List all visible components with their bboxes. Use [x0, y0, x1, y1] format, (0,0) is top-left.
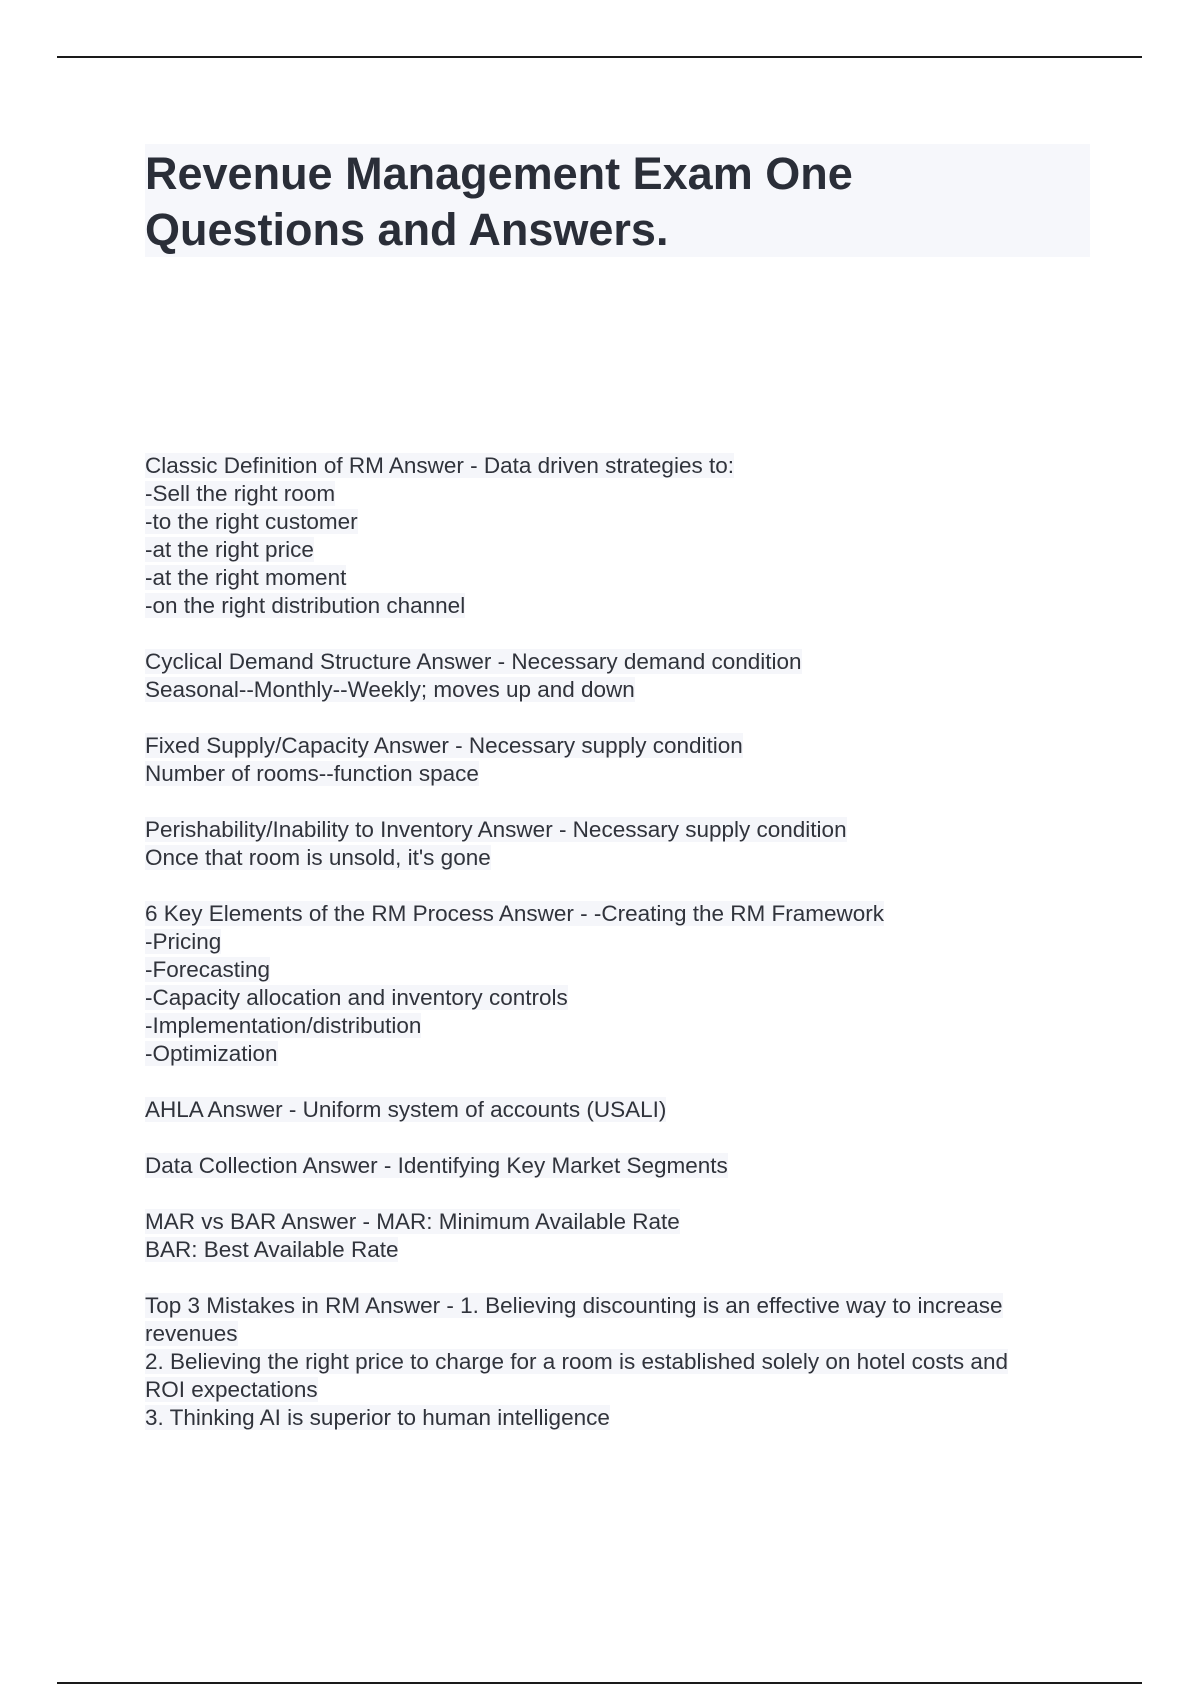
qa-answer-line	[145, 564, 1095, 592]
qa-line-text: -to the right customer	[145, 509, 358, 534]
qa-line-text: -Forecasting	[145, 957, 271, 982]
qa-line-text: -Capacity allocation and inventory controls	[145, 985, 568, 1010]
qa-answer-line	[145, 1012, 1095, 1040]
qa-answer-line	[145, 928, 1095, 956]
title-line-2: Questions and Answers.	[145, 204, 669, 255]
qa-question-line	[145, 732, 1095, 760]
qa-question-line	[145, 1096, 1095, 1124]
qa-line-text: BAR: Best Available Rate	[145, 1237, 399, 1262]
qa-answer-line	[145, 984, 1095, 1012]
qa-item	[145, 900, 1095, 1068]
qa-item	[145, 452, 1095, 620]
qa-answer-line	[145, 1348, 1095, 1376]
qa-line-text: 3. Thinking AI is superior to human intelligence	[145, 1405, 610, 1430]
qa-answer-line	[145, 480, 1095, 508]
qa-line-text: -on the right distribution channel	[145, 593, 466, 618]
qa-answer-line	[145, 536, 1095, 564]
qa-line-text: Data Collection Answer - Identifying Key Market Segments	[145, 1153, 728, 1178]
qa-item	[145, 732, 1095, 788]
qa-answer-line	[145, 1376, 1095, 1404]
qa-line-text: ROI expectations	[145, 1377, 318, 1402]
qa-line-text: 2. Believing the right price to charge for a room is established solely on hotel costs and	[145, 1349, 1008, 1374]
qa-answer-line	[145, 760, 1095, 788]
title-line-1: Revenue Management Exam One	[145, 148, 853, 199]
title-block	[145, 144, 1090, 257]
qa-line-text: Perishability/Inability to Inventory Answer - Necessary supply condition	[145, 817, 847, 842]
qa-item	[145, 648, 1095, 704]
qa-item	[145, 816, 1095, 872]
page-title	[145, 144, 1090, 258]
qa-line-text: 6 Key Elements of the RM Process Answer - -Creating the RM Framework	[145, 901, 884, 926]
qa-line-text: -Optimization	[145, 1041, 278, 1066]
qa-line-text: -Pricing	[145, 929, 222, 954]
qa-item	[145, 1096, 1095, 1124]
qa-line-text: -Sell the right room	[145, 481, 336, 506]
qa-question-line	[145, 648, 1095, 676]
qa-answer-line	[145, 508, 1095, 536]
header-rule	[57, 56, 1142, 58]
qa-line-text: -at the right price	[145, 537, 314, 562]
qa-line-text: Number of rooms--function space	[145, 761, 479, 786]
qa-question-line	[145, 900, 1095, 928]
qa-answer-line	[145, 1236, 1095, 1264]
qa-item	[145, 1292, 1095, 1432]
qa-question-line	[145, 452, 1095, 480]
qa-line-text: Seasonal--Monthly--Weekly; moves up and down	[145, 677, 635, 702]
qa-list	[145, 452, 1095, 1460]
footer-rule	[57, 1682, 1142, 1684]
qa-answer-line	[145, 592, 1095, 620]
qa-line-text: -Implementation/distribution	[145, 1013, 422, 1038]
qa-line-text: Once that room is unsold, it's gone	[145, 845, 491, 870]
qa-item	[145, 1208, 1095, 1264]
qa-line-text: AHLA Answer - Uniform system of accounts (USALI)	[145, 1097, 667, 1122]
qa-answer-line	[145, 844, 1095, 872]
qa-line-text: Cyclical Demand Structure Answer - Necessary demand condition	[145, 649, 802, 674]
qa-line-text: Classic Definition of RM Answer - Data driven strategies to:	[145, 453, 734, 478]
qa-answer-line	[145, 956, 1095, 984]
qa-answer-line	[145, 676, 1095, 704]
qa-question-line	[145, 1292, 1095, 1320]
qa-answer-line	[145, 1320, 1095, 1348]
qa-line-text: Top 3 Mistakes in RM Answer - 1. Believing discounting is an effective way to increase	[145, 1293, 1003, 1318]
qa-question-line	[145, 816, 1095, 844]
qa-question-line	[145, 1208, 1095, 1236]
qa-line-text: Fixed Supply/Capacity Answer - Necessary supply condition	[145, 733, 743, 758]
qa-answer-line	[145, 1040, 1095, 1068]
qa-line-text: -at the right moment	[145, 565, 347, 590]
qa-item	[145, 1152, 1095, 1180]
qa-answer-line	[145, 1404, 1095, 1432]
qa-question-line	[145, 1152, 1095, 1180]
qa-line-text: revenues	[145, 1321, 238, 1346]
qa-line-text: MAR vs BAR Answer - MAR: Minimum Available Rate	[145, 1209, 680, 1234]
